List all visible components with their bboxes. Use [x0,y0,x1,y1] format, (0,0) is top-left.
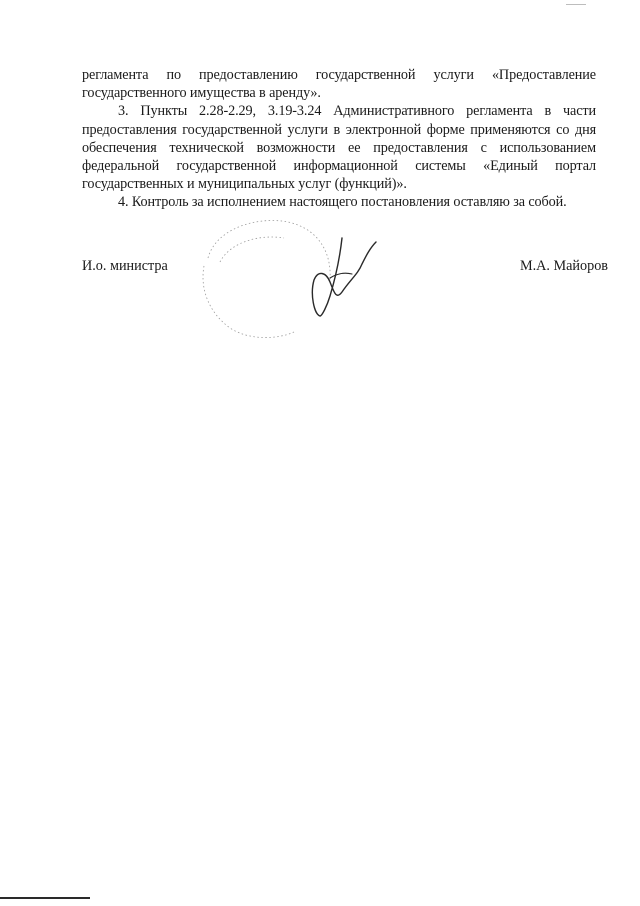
signatory-name: М.А. Майоров [520,258,608,274]
paragraph-item-4: 4. Контроль за исполнением настоящего постановления оставляю за собой. [118,194,567,211]
document-body [82,66,596,212]
paragraph-item-3: 3. Пункты 2.28-2.29, 3.19-3.24 Административного регламента в части предоставления государственной услуги в электронной форме применяются со дня обеспечения технической возможности ее предоставления с использованием федеральной государственной информационной системы «Единый портал государственных и муниципальных услуг (функций)». [82,103,596,193]
signatory-title: И.о. министра [82,258,168,274]
paragraph-continuation: регламента по предоставлению государственной услуги «Предоставление государственного имущества в аренду». [82,67,596,102]
scan-mark [566,4,586,5]
scan-edge-line [0,897,90,899]
signature-block [82,258,608,280]
